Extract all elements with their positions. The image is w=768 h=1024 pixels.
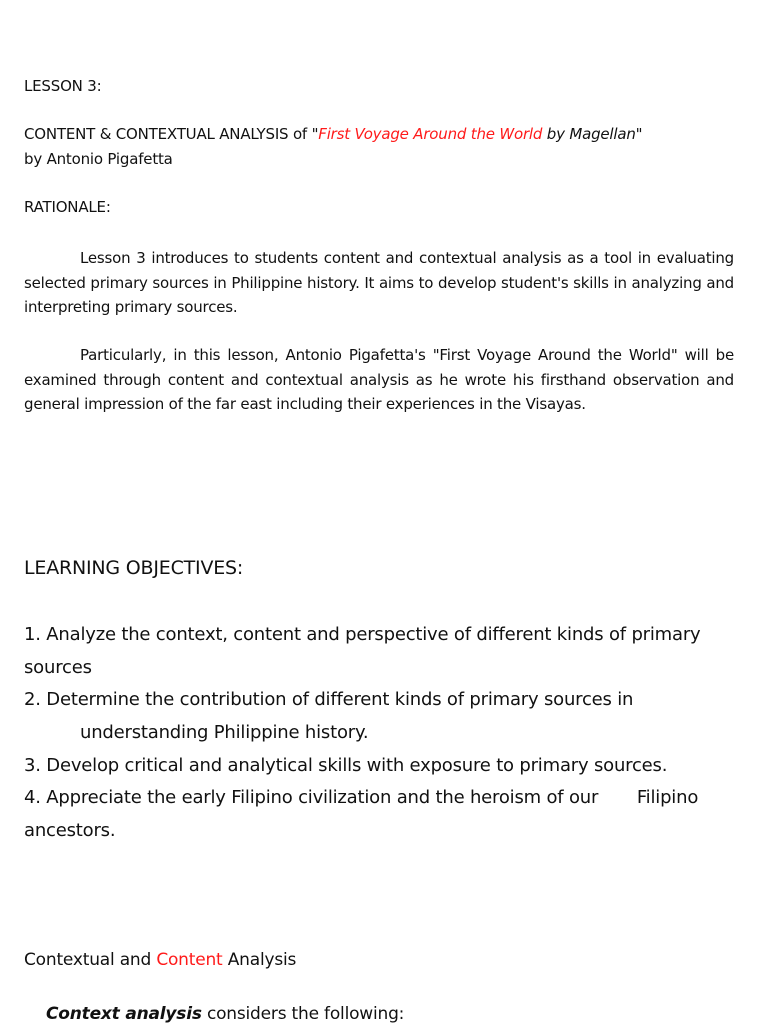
lesson-author: by Antonio Pigafetta (24, 150, 173, 168)
context-analysis-rest: considers the following: (201, 1004, 405, 1024)
analysis-heading (24, 950, 296, 970)
context-analysis-term: Context analysis (46, 1004, 202, 1024)
objective-2-line-1: 2. Determine the contribution of different kinds of primary sources in (24, 689, 634, 710)
context-analysis-line (46, 1004, 404, 1024)
objective-1-line-2: sources (24, 657, 92, 678)
rationale-paragraph-1: Lesson 3 introduces to students content and contextual analysis as a tool in evaluating selected primary sources in Philippine history. It aims to develop student's skills in analyzing and interpreting primary sources. (24, 249, 734, 316)
lesson-label: LESSON 3: (24, 77, 102, 95)
objectives-heading: LEARNING OBJECTIVES: (24, 557, 244, 579)
objective-4-line-2: ancestors. (24, 820, 116, 841)
objective-3: 3. Develop critical and analytical skills with exposure to primary sources. (24, 755, 668, 776)
objective-4-line-1: 4. Appreciate the early Filipino civilization and the heroism of our Filipino (24, 787, 699, 808)
rationale-heading: RATIONALE: (24, 198, 111, 216)
analysis-heading-part2: Analysis (222, 950, 297, 970)
lesson-title-work: First Voyage Around the World (318, 125, 543, 143)
rationale-paragraph-2: Particularly, in this lesson, Antonio Pigafetta's "First Voyage Around the World" will be examined through content and contextual analysis as he wrote his firsthand observation and general impression of the far east including their experiences in the Visayas. (24, 346, 734, 413)
analysis-heading-content: Content (156, 950, 223, 970)
objective-2-line-2: understanding Philippine history. (80, 722, 369, 743)
lesson-title (24, 125, 642, 143)
lesson-title-prefix: CONTENT & CONTEXTUAL ANALYSIS of " (24, 125, 319, 143)
lesson-title-by: by Magellan" (542, 125, 643, 143)
objective-1-line-1: 1. Analyze the context, content and perspective of different kinds of primary (24, 624, 701, 645)
analysis-heading-part1: Contextual and (24, 950, 157, 970)
